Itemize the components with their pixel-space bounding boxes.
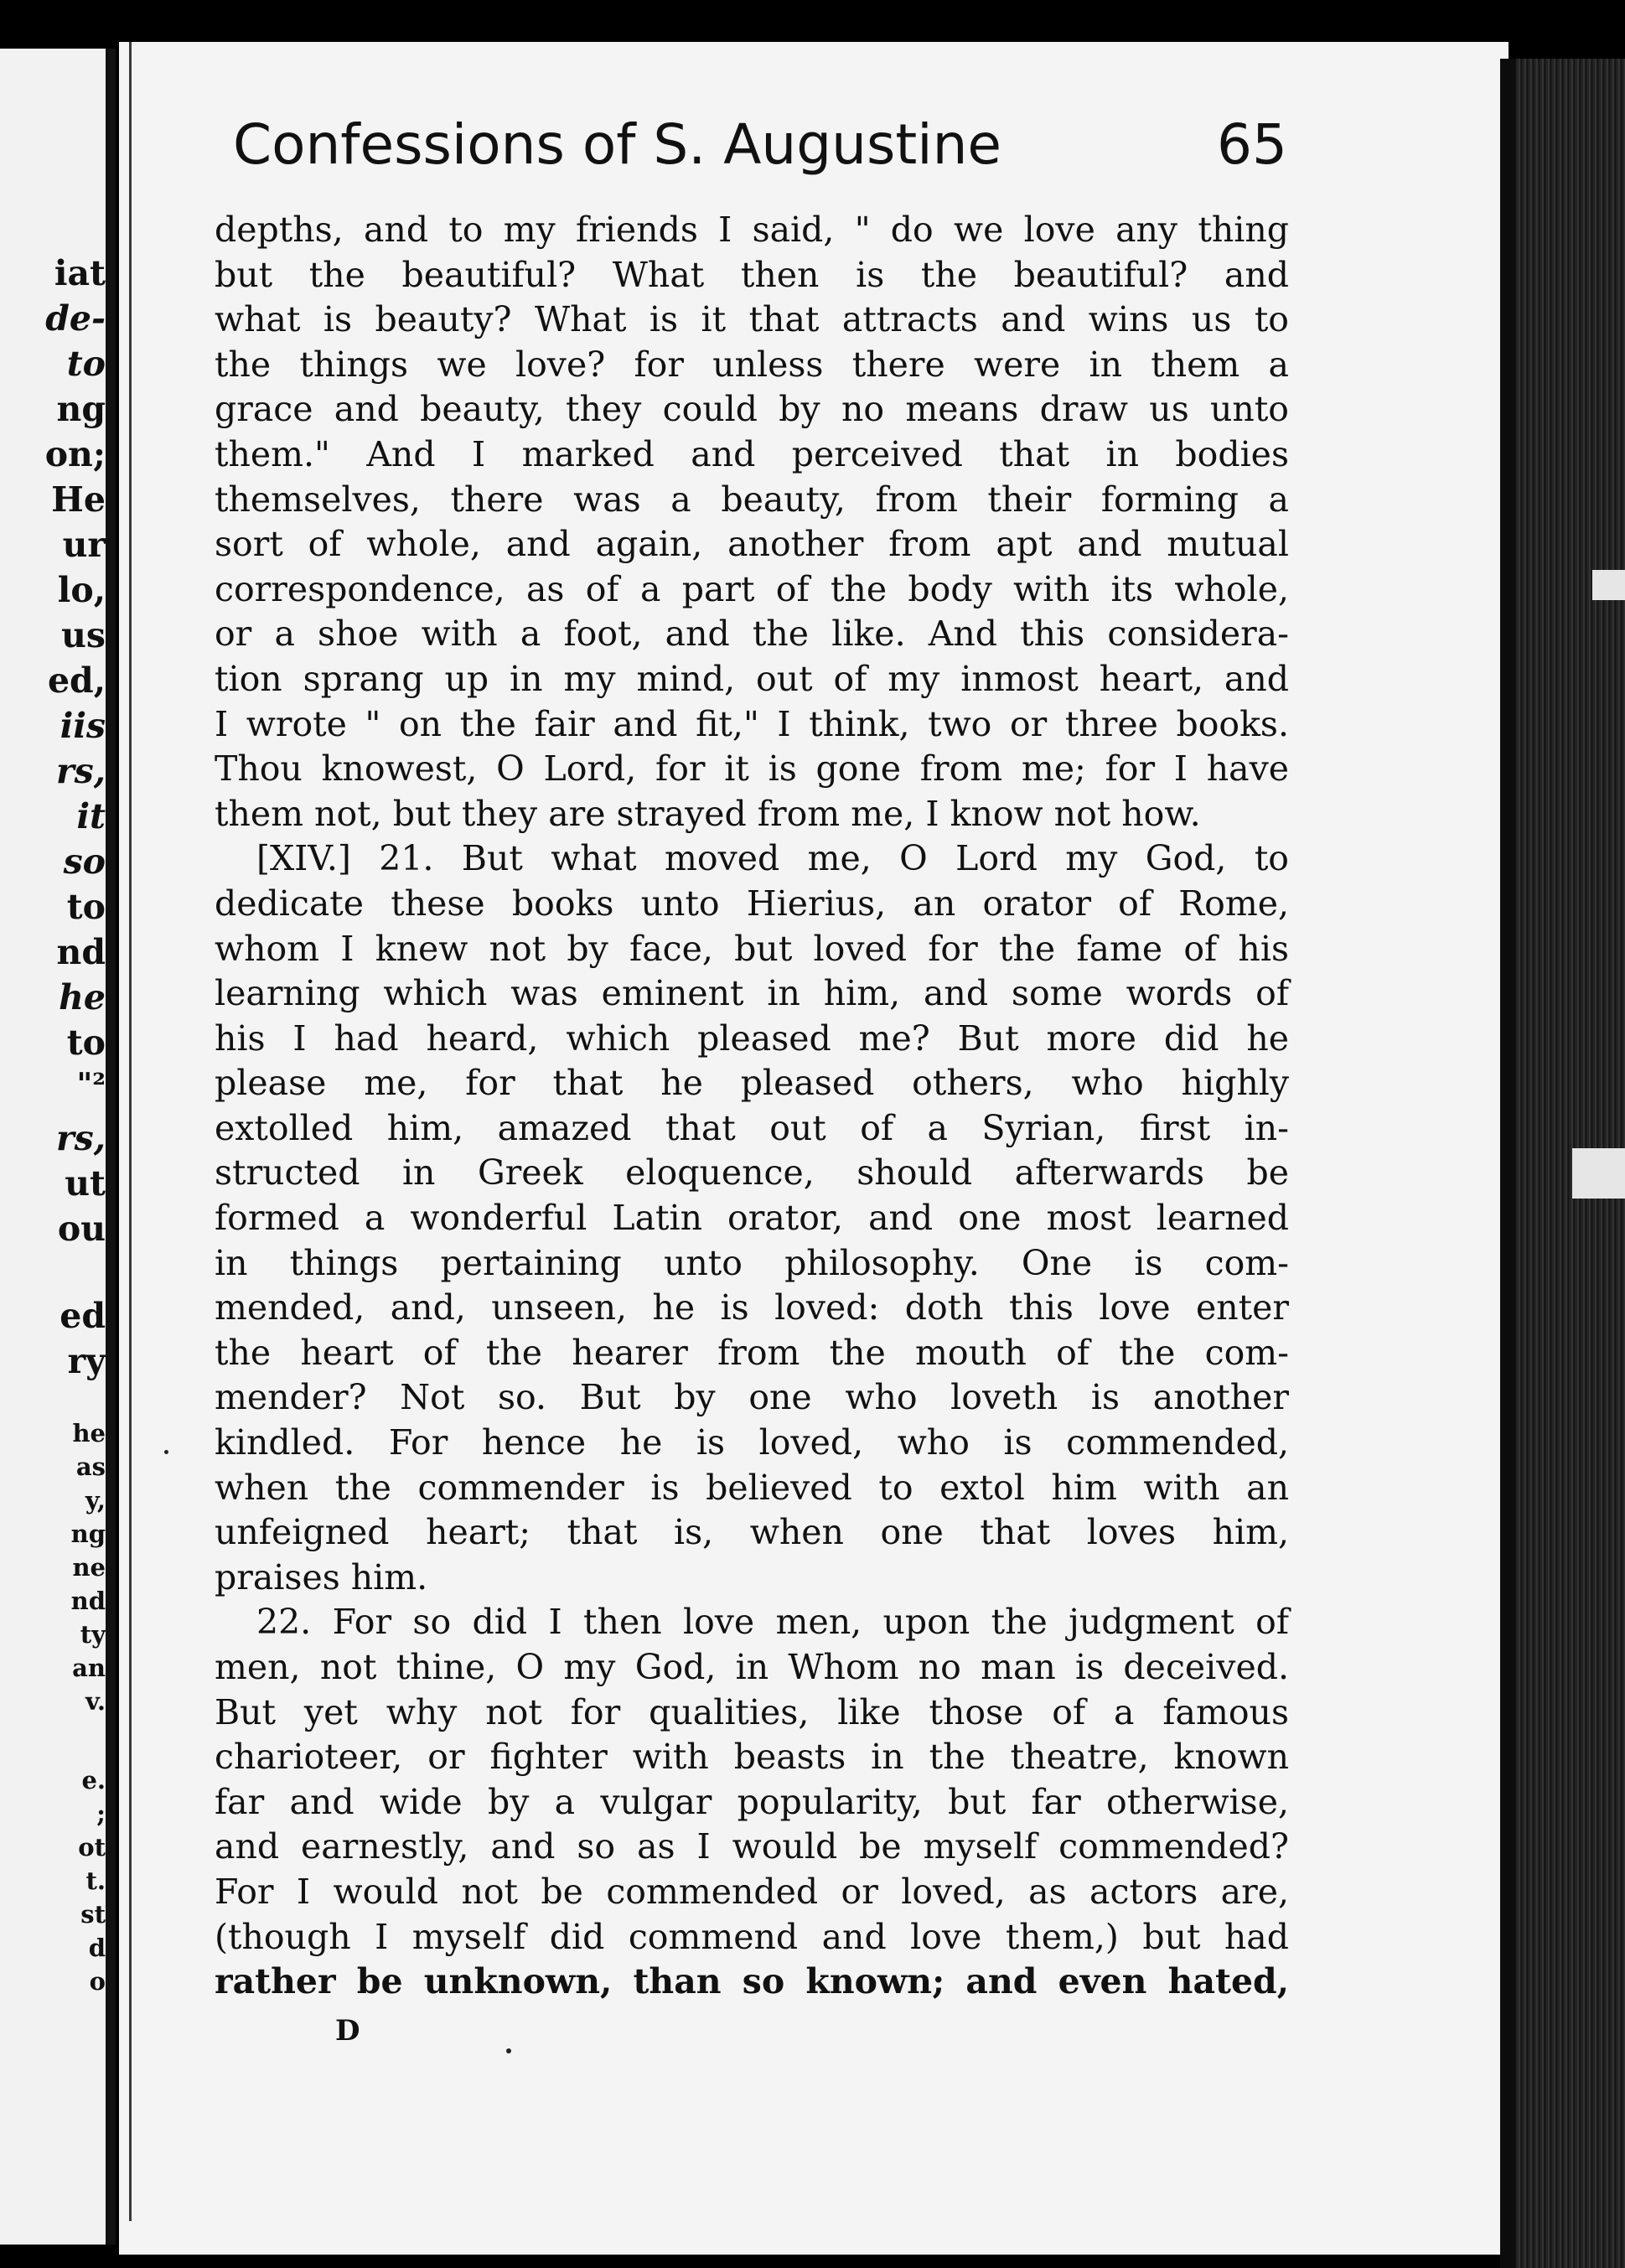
text-line: grace and beauty, they could by no means draw us unto bbox=[215, 389, 1289, 430]
text-line: correspondence, as of a part of the body with its whole, bbox=[215, 568, 1289, 609]
print-speck bbox=[164, 1450, 168, 1454]
text-line: For I would not be commended or loved, as actors are, bbox=[215, 1871, 1289, 1912]
text-line: formed a wonderful Latin orator, and one most learned bbox=[215, 1198, 1289, 1239]
text-line: what is beauty? What is it that attracts and wins us to bbox=[215, 299, 1289, 340]
text-line: mended, and, unseen, he is loved: doth this love enter bbox=[215, 1287, 1289, 1328]
text-line: themselves, there was a beauty, from their forming a bbox=[215, 479, 1289, 520]
left-margin-fragment: ot bbox=[78, 1833, 106, 1862]
left-margin-fragment: ty bbox=[80, 1620, 106, 1649]
left-margin-fragment: he bbox=[59, 977, 106, 1017]
left-margin-fragment: he bbox=[72, 1419, 106, 1447]
text-line: them not, but they are strayed from me, I know not how. bbox=[215, 793, 1201, 834]
text-line: them." And I marked and perceived that in bodies bbox=[215, 433, 1289, 474]
text-line: whom I knew not by face, but loved for the fame of his bbox=[215, 928, 1289, 969]
left-margin-fragment: nd bbox=[56, 932, 106, 972]
text-line: tion sprang up in my mind, out of my inmost heart, and bbox=[215, 658, 1289, 699]
left-page-gutter-edge bbox=[106, 49, 116, 2245]
text-line: please me, for that he pleased others, who highly bbox=[215, 1063, 1289, 1104]
left-margin-fragment: lo, bbox=[57, 570, 106, 610]
text-line: his I had heard, which pleased me? But more did he bbox=[215, 1017, 1289, 1059]
print-speck bbox=[506, 2048, 511, 2053]
page-number: 65 bbox=[1217, 112, 1287, 177]
text-line: men, not thine, O my God, in Whom no man is deceived. bbox=[215, 1647, 1289, 1687]
left-margin-fragment: de- bbox=[45, 298, 106, 339]
text-line: Thou knowest, O Lord, for it is gone from me; for I have bbox=[215, 748, 1289, 790]
text-line: when the commender is believed to extol him with an bbox=[215, 1467, 1289, 1508]
text-line: [XIV.] 21. But what moved me, O Lord my God, to bbox=[256, 838, 1289, 879]
left-margin-fragment: He bbox=[51, 479, 106, 520]
left-margin-fragment: it bbox=[76, 796, 106, 836]
left-margin-fragment: ed, bbox=[47, 660, 106, 701]
signature-mark: D bbox=[335, 2014, 360, 2048]
book-fore-edge-shadow bbox=[1500, 59, 1515, 2268]
left-margin-fragment: ; bbox=[96, 1799, 106, 1828]
gutter-line bbox=[129, 42, 132, 2221]
text-line: the things we love? for unless there were in them a bbox=[215, 344, 1289, 385]
left-margin-fragment: on; bbox=[44, 434, 106, 474]
left-margin-fragment: t. bbox=[85, 1867, 106, 1895]
left-margin-fragment: ng bbox=[70, 1520, 106, 1548]
left-margin-fragment: ne bbox=[72, 1553, 106, 1582]
text-line: kindled. For hence he is loved, who is commended, bbox=[215, 1422, 1289, 1463]
left-facing-page bbox=[0, 49, 111, 2245]
running-head: Confessions of S. Augustine bbox=[233, 112, 1002, 177]
text-line: charioteer, or fighter with beasts in the theatre, known bbox=[215, 1737, 1289, 1778]
left-margin-fragment: as bbox=[75, 1452, 106, 1481]
left-margin-fragment: ed bbox=[60, 1296, 106, 1336]
left-margin-fragment: ry bbox=[67, 1341, 106, 1381]
left-margin-fragment: st bbox=[80, 1900, 106, 1929]
body-text bbox=[215, 208, 1289, 2005]
left-margin-fragment: iat bbox=[54, 253, 106, 293]
left-margin-fragment: rs, bbox=[56, 751, 106, 791]
text-line: rather be unknown, than so known; and even hated, bbox=[215, 1961, 1289, 2002]
text-line: structed in Greek eloquence, should afterwards be bbox=[215, 1152, 1289, 1194]
text-line: or a shoe with a foot, and the like. And this considera- bbox=[215, 614, 1289, 655]
text-line: I wrote " on the fair and fit," I think, two or three books. bbox=[215, 703, 1289, 744]
text-line: But yet why not for qualities, like those of a famous bbox=[215, 1691, 1289, 1732]
text-line: far and wide by a vulgar popularity, but far otherwise, bbox=[215, 1781, 1289, 1822]
text-line: 22. For so did I then love men, upon the judgment of bbox=[256, 1602, 1289, 1643]
left-margin-fragment: rs, bbox=[56, 1118, 106, 1158]
text-line: dedicate these books unto Hierius, an orator of Rome, bbox=[215, 883, 1289, 924]
left-margin-fragment: to bbox=[66, 1023, 106, 1063]
left-margin-fragment: ur bbox=[62, 525, 106, 565]
fore-edge-paper-tear bbox=[1572, 1148, 1625, 1199]
left-margin-fragment: iis bbox=[60, 706, 106, 746]
text-line: learning which was eminent in him, and some words of bbox=[215, 973, 1289, 1014]
left-margin-fragment: so bbox=[63, 841, 106, 882]
left-margin-fragment: d bbox=[88, 1934, 106, 1962]
left-margin-fragment: "² bbox=[76, 1067, 106, 1102]
left-margin-fragment: ou bbox=[57, 1209, 106, 1249]
left-margin-fragment: nd bbox=[70, 1587, 106, 1615]
text-line: extolled him, amazed that out of a Syrian, first in- bbox=[215, 1107, 1289, 1148]
text-line: but the beautiful? What then is the beautiful? and bbox=[215, 254, 1289, 295]
left-margin-fragment: to bbox=[66, 887, 106, 927]
text-line: depths, and to my friends I said, " do we love any thing bbox=[215, 210, 1289, 250]
text-line: praises him. bbox=[215, 1556, 428, 1597]
left-margin-fragment: ng bbox=[56, 389, 106, 429]
left-margin-fragment: to bbox=[66, 344, 106, 384]
text-line: sort of whole, and again, another from apt and mutual bbox=[215, 524, 1289, 565]
text-line: and earnestly, and so as I would be myself commended? bbox=[215, 1826, 1289, 1867]
text-line: unfeigned heart; that is, when one that loves him, bbox=[215, 1512, 1289, 1553]
left-margin-fragment: y, bbox=[85, 1486, 106, 1515]
fore-edge-paper-tear bbox=[1592, 570, 1625, 600]
text-line: the heart of the hearer from the mouth of the com- bbox=[215, 1332, 1289, 1373]
left-margin-fragment: e. bbox=[81, 1766, 106, 1794]
left-margin-fragment: us bbox=[61, 615, 106, 655]
text-line: mender? Not so. But by one who loveth is another bbox=[215, 1377, 1289, 1418]
text-line: in things pertaining unto philosophy. One is com- bbox=[215, 1242, 1289, 1283]
text-line: (though I myself did commend and love them,) but had bbox=[215, 1916, 1289, 1957]
left-margin-fragment: v. bbox=[85, 1687, 106, 1716]
left-margin-fragment: ut bbox=[65, 1163, 106, 1204]
left-margin-fragment: an bbox=[72, 1654, 106, 1682]
left-margin-fragment: o bbox=[89, 1967, 106, 1996]
